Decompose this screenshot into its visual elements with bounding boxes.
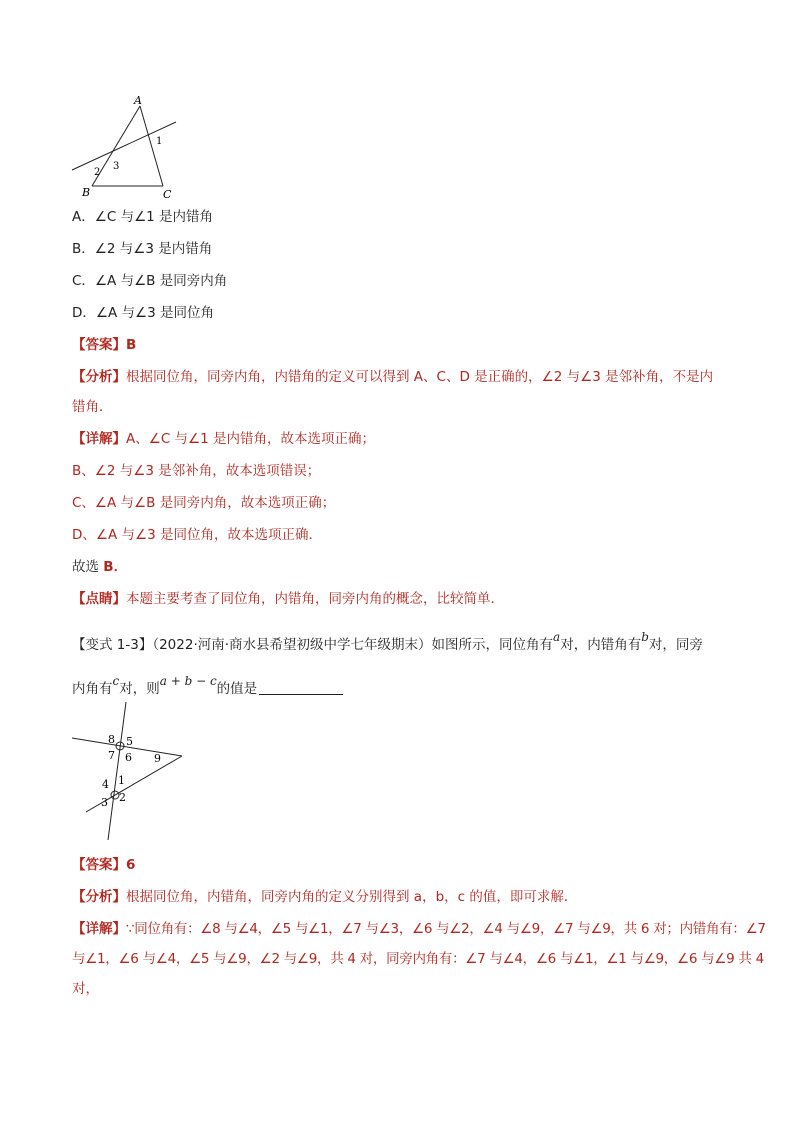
- q2-analysis: 【分析】根据同位角，内错角，同旁内角的定义分别得到 a，b，c 的值，即可求解．: [72, 889, 578, 905]
- label-a: A: [134, 94, 142, 107]
- q1-comment: 【点睛】本题主要考查了同位角，内错角，同旁内角的概念，比较简单．: [72, 591, 504, 607]
- label-3: 3: [113, 161, 120, 172]
- q1-analysis: 【分析】根据同位角，同旁内角，内错角的定义可以得到 A、C、D 是正确的，∠2 与∠3 是邻补角，不是内: [72, 369, 714, 385]
- q2-detail: 【详解】∵同位角有：∠8 与∠4，∠5 与∠1，∠7 与∠3，∠6 与∠2，∠4 与∠9，∠7 与∠9，共 6 对；内错角有：∠7: [72, 921, 766, 937]
- q1-analysis-cont: 错角．: [72, 399, 113, 415]
- q2-detail-cont: 与∠1，∠6 与∠4，∠5 与∠9，∠2 与∠9，共 4 对，同旁内角有：∠7 与∠4，∠6 与∠1，∠1 与∠9，∠6 与∠9 共 4: [72, 951, 764, 967]
- q2-detail-cont: 对，: [72, 981, 99, 997]
- q1-choose: 故选 B．: [72, 559, 128, 575]
- label-2: 2: [119, 791, 126, 804]
- option-b: B．∠2 与∠3 是内错角: [72, 241, 213, 257]
- q1-detail: 【详解】A、∠C 与∠1 是内错角，故本选项正确；: [72, 431, 376, 447]
- label-6: 6: [125, 751, 132, 764]
- q1-detail-line: B、∠2 与∠3 是邻补角，故本选项错误；: [72, 463, 321, 479]
- label-1: 1: [118, 774, 125, 787]
- label-8: 8: [108, 733, 115, 746]
- line-vertical: [108, 702, 126, 840]
- q1-answer: 【答案】B: [72, 337, 137, 353]
- q1-detail-line: C、∠A 与∠B 是同旁内角，故本选项正确；: [72, 495, 336, 511]
- label-3: 3: [101, 796, 108, 809]
- q2-stem-cont: 内角有c对，则a + b − c的值是: [72, 680, 343, 698]
- answer-blank: [259, 680, 343, 695]
- label-2: 2: [94, 167, 101, 178]
- angles-figure: [68, 700, 188, 844]
- option-d: D．∠A 与∠3 是同位角: [72, 305, 215, 321]
- label-c: C: [163, 188, 172, 201]
- option-a: A．∠C 与∠1 是内错角: [72, 209, 214, 225]
- label-4: 4: [102, 778, 109, 791]
- option-c: C．∠A 与∠B 是同旁内角: [72, 273, 228, 289]
- q2-stem: 【变式 1-3】（2022·河南·商水县希望初级中学七年级期末）如图所示，同位角有a对，内错角有b对，同旁: [72, 630, 703, 653]
- triangle-figure: [70, 90, 185, 202]
- label-9: 9: [154, 752, 161, 765]
- label-5: 5: [126, 735, 133, 748]
- q2-answer: 【答案】6: [72, 857, 136, 873]
- q1-detail-line: D、∠A 与∠3 是同位角，故本选项正确．: [72, 527, 323, 543]
- label-b: B: [82, 186, 91, 199]
- label-7: 7: [108, 749, 115, 762]
- label-1: 1: [156, 136, 163, 147]
